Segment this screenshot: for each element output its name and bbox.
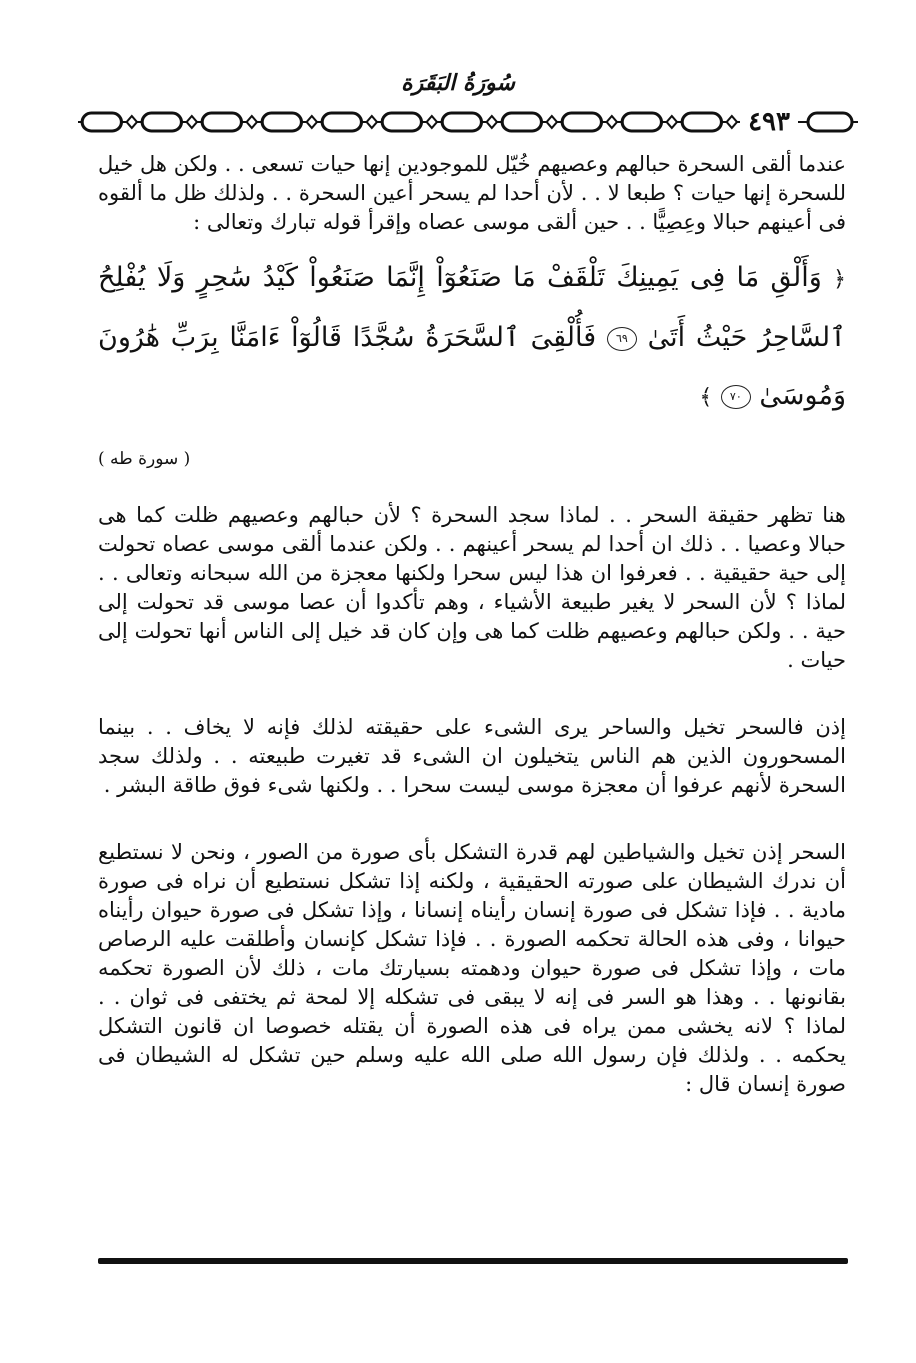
ornament-chain-left xyxy=(78,102,740,142)
verse-text-69: وَأَلْقِ مَا فِى يَمِينِكَ تَلْقَفْ مَا صَنَعُوٓاْ إِنَّمَا صَنَعُواْ كَيْدُ سَٰحِرٍ وَلَا يُفْلِحُ ٱلسَّاحِرُ حَيْثُ أَتَىٰ xyxy=(98,262,846,353)
verse-open-bracket: ﴿ xyxy=(833,267,846,292)
paragraph-2: هنا تظهر حقيقة السحر . . لماذا سجد السحرة ؟ لأن حبالهم وعصيهم ظلت كما هى حبالا وعصيا . . ذلك ان أحدا لم يسحر أعينهم . . ولكن عندما ألقى موسى عصاه تحولت إلى حية حقيقية . . فعرفوا ان هذا ليس سحرا ولكنها معجزة من الله سبحانه وتعالى . . لماذا ؟ لأن السحر لا يغير طبيعة الأشياء ، وهم تأكدوا أن عصا موسى قد تحولت إلى حية . . ولكن حبالهم وعصيهم ظلت كما هى وإن كان قد خيل إلى الناس أنها تحولت إلى حيات . xyxy=(98,503,846,672)
header-ornament-border xyxy=(78,102,858,142)
verse-close-bracket: ﴾ xyxy=(699,385,713,410)
surah-header-title: سُورَةُ البَقَرَة xyxy=(401,70,515,96)
paragraph-1: عندما ألقى السحرة حبالهم وعصيهم خُيّل للموجودين إنها حيات تسعى . . ولكن هل خيل للسحرة إنها حيات ؟ طبعا لا . . لأن أحدا لم يسحر أعين السحرة . . ولذلك ظل ما ألقوه فى أعينهم حبالا وعِصِيًّا . . حين ألقى موسى عصاه وإقرأ قوله تبارك وتعالى : xyxy=(98,152,846,234)
page-number: ٤٩٣ xyxy=(748,107,790,137)
ornament-chain-right xyxy=(798,102,858,142)
ayah-number-marker: ٧٠ xyxy=(721,385,751,409)
paragraph-4: السحر إذن تخيل والشياطين لهم قدرة التشكل بأى صورة من الصور ، ونحن لا نستطيع أن ندرك الشيطان على صورته الحقيقية ، ولكنه إذا تشكل نستطيع أن نراه فى صورة مادية . . فإذا تشكل فى صورة إنسان رأيناه إنسانا ، وإذا تشكل فى صورة حيوان رأيناه حيوانا ، وفى هذه الحالة تحكمه الصورة . . فإذا تشكل كإنسان وأطلقت عليه الرصاص مات ، وإذا تشكل فى صورة حيوان ودهمته بسيارتك مات ، ذلك لأن الصورة تحكمه بقانونها . . وهذا هو السر فى إنه لا يبقى فى تشكله إلا لمحة ثم يختفى فى ثوان . . لماذا ؟ لانه يخشى ممن يراه فى هذه الصورة أن يقتله خصوصا ان قانون التشكل يحكمه . . ولذلك فإن رسول الله صلى الله عليه وسلم حين تشكل له الشيطان فى صورة إنسان قال : xyxy=(98,840,846,1096)
ayah-number-marker: ٦٩ xyxy=(607,327,637,351)
page-body xyxy=(98,150,846,1099)
verse-text-70: فَأُلْقِىَ ٱلسَّحَرَةُ سُجَّدًا قَالُوٓاْ ءَامَنَّا بِرَبِّ هَٰرُونَ وَمُوسَىٰ xyxy=(98,322,846,411)
quran-verse xyxy=(98,249,846,427)
footer-divider xyxy=(98,1258,848,1264)
paragraph-3: إذن فالسحر تخيل والساحر يرى الشىء على حقيقته لذلك فإنه لا يخاف . . بينما المسحورون الذين هم الناس يتخيلون ان الشىء قد تغيرت طبيعته . . ولذلك سجد السحرة لأنهم عرفوا أن معجزة موسى ليست سحرا . . ولكنها شىء فوق طاقة البشر . xyxy=(98,715,846,797)
surah-reference: ( سورة طه ) xyxy=(98,449,191,469)
